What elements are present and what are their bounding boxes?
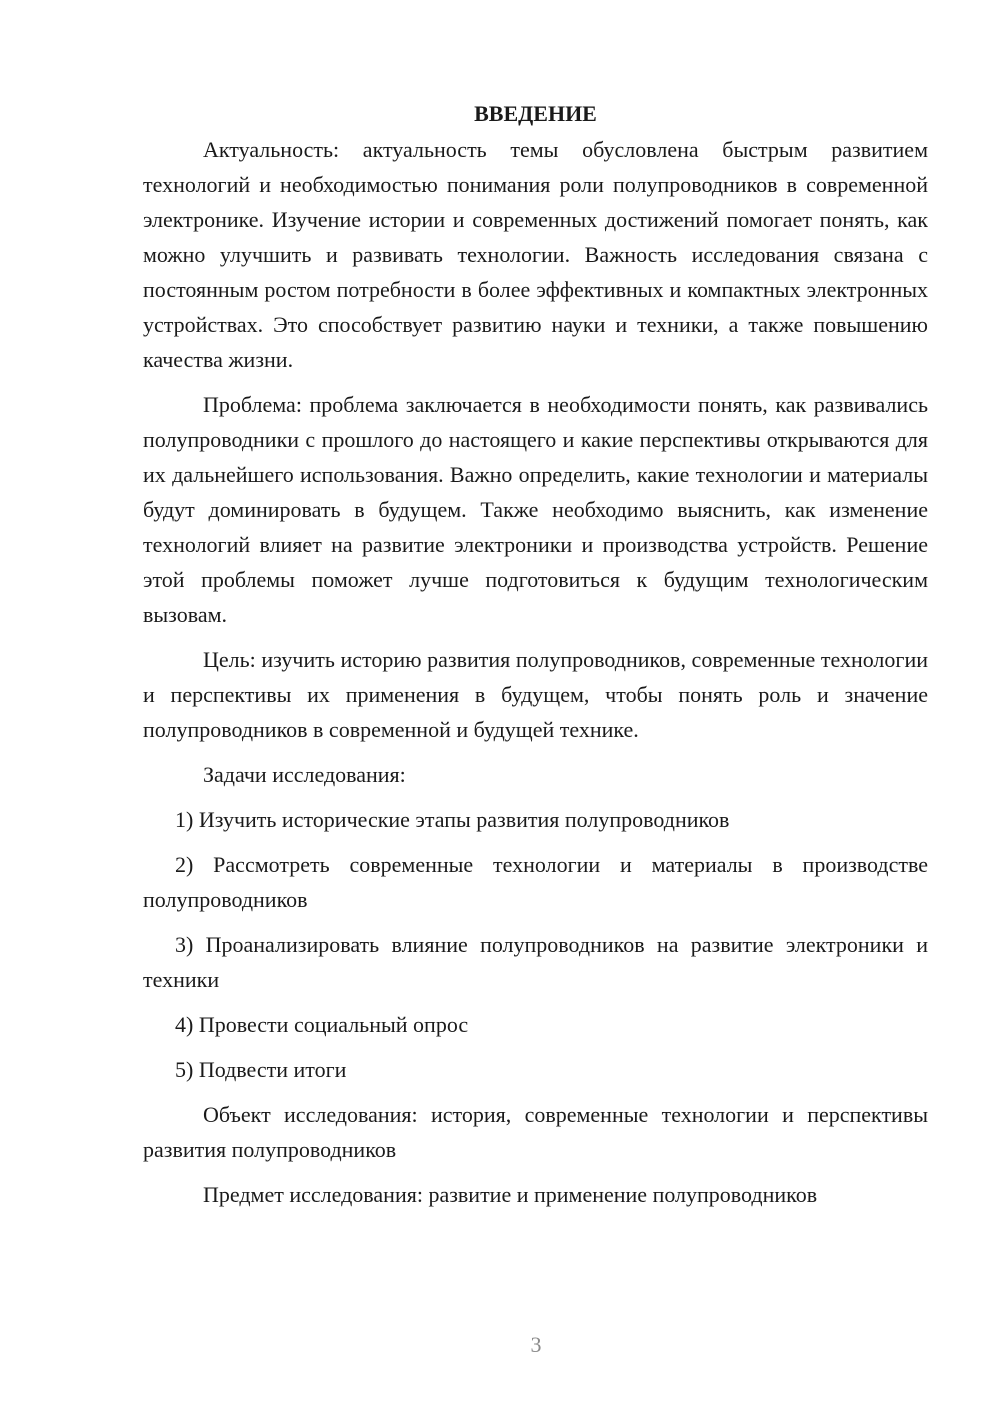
task-item-4: 4) Провести социальный опрос	[175, 1012, 469, 1037]
research-subject-paragraph: Предмет исследования: развитие и применение полупроводников	[203, 1182, 818, 1207]
task-item-1: 1) Изучить исторические этапы развития полупроводников	[175, 807, 730, 832]
document-body	[143, 96, 928, 1222]
page-number: 3	[530, 1332, 542, 1357]
task-item-3: 3) Проанализировать влияние полупроводников на развитие электроники и техники	[143, 932, 928, 992]
tasks-heading: Задачи исследования:	[203, 762, 406, 787]
problem-paragraph: Проблема: проблема заключается в необходимости понять, как развивались полупроводники с прошлого до настоящего и какие перспективы открываются для их дальнейшего использования. Важно определить, какие технологии и материалы будут доминировать в будущем. Также необходимо выяснить, как изменение технологий влияет на развитие электроники и производства устройств. Решение этой проблемы поможет лучше подготовиться к будущим технологическим вызовам.	[143, 392, 928, 627]
page-title: ВВЕДЕНИЕ	[474, 101, 597, 126]
research-object-paragraph: Объект исследования: история, современные технологии и перспективы развития полупроводников	[143, 1102, 928, 1162]
relevance-paragraph: Актуальность: актуальность темы обусловлена быстрым развитием технологий и необходимостью понимания роли полупроводников в современной электронике. Изучение истории и современных достижений помогает понять, как можно улучшить и развивать технологии. Важность исследования связана с постоянным ростом потребности в более эффективных и компактных электронных устройствах. Это способствует развитию науки и техники, а также повышению качества жизни.	[143, 137, 928, 372]
task-item-2: 2) Рассмотреть современные технологии и материалы в производстве полупроводников	[143, 852, 928, 912]
goal-paragraph: Цель: изучить историю развития полупроводников, современные технологии и перспективы их применения в будущем, чтобы понять роль и значение полупроводников в современной и будущей технике.	[143, 647, 928, 742]
task-item-5: 5) Подвести итоги	[175, 1057, 347, 1082]
